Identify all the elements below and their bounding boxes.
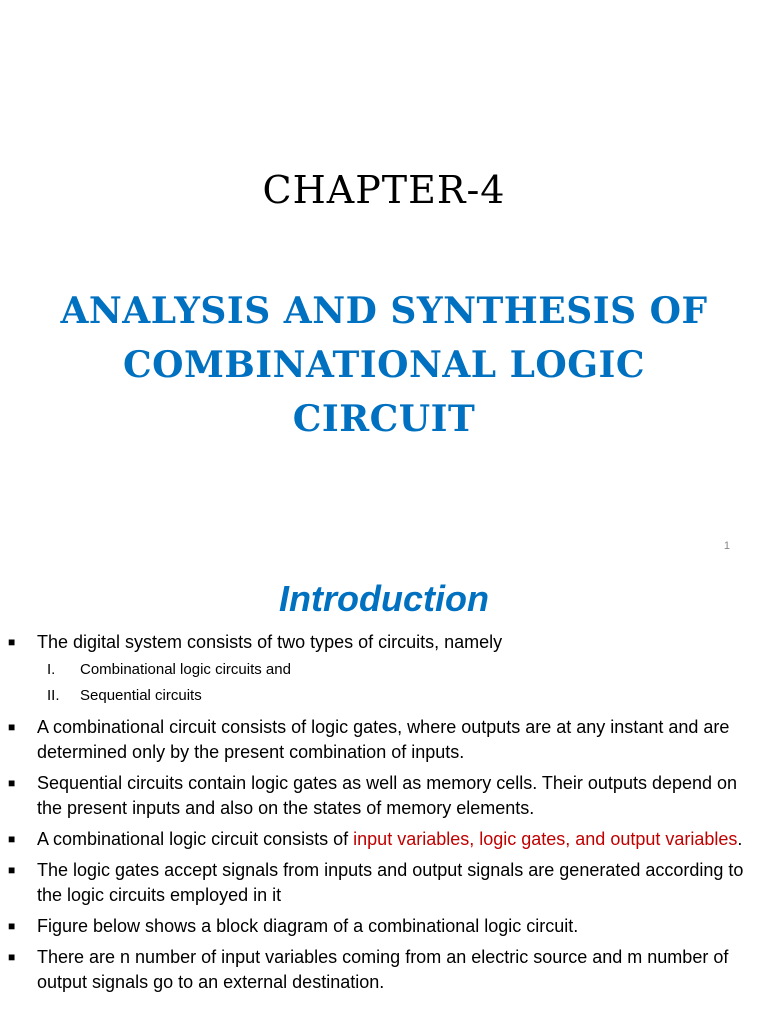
bullet-text: Sequential circuits contain logic gates as well as memory cells. Their outputs depend on the present inputs and also on the states of memory elements.: [37, 773, 738, 818]
subtitle-line-2: COMBINATIONAL LOGIC CIRCUIT: [122, 344, 646, 440]
bullet-text: The logic gates accept signals from inputs and output signals are generated according to the logic circuits employed in it: [37, 860, 744, 905]
bullet-text: The digital system consists of two types of circuits, namely: [37, 632, 503, 652]
bullet-marker: ■: [8, 635, 16, 649]
sub-list: [37, 657, 760, 709]
chapter-title: CHAPTER-4: [262, 168, 506, 212]
bullet-text: A combinational circuit consists of logic gates, where outputs are at any instant and are determined only by the present combination of inputs.: [37, 717, 730, 762]
bullet-item: [0, 914, 768, 939]
highlighted-text: input variables, logic gates, and output variables: [353, 829, 738, 849]
sub-item-number: I.: [47, 661, 56, 678]
bullet-item: [0, 715, 768, 765]
introduction-title: Introduction: [279, 578, 489, 619]
sub-item: [37, 683, 760, 709]
bullet-text-end: .: [737, 829, 743, 849]
slide-number: 1: [723, 540, 730, 552]
bullet-marker: ■: [8, 832, 16, 846]
bullet-marker: ■: [8, 720, 16, 734]
bullet-text: There are n number of input variables coming from an electric source and m number of output signals go to an external destination.: [37, 947, 729, 992]
sub-item-text: Combinational logic circuits and: [80, 661, 291, 678]
chapter-subtitle: [30, 284, 738, 446]
bullet-marker: ■: [8, 919, 16, 933]
subtitle-line-1: ANALYSIS AND SYNTHESIS OF: [60, 290, 708, 332]
introduction-slide: [0, 566, 768, 1024]
sub-item-text: Sequential circuits: [80, 687, 202, 704]
bullet-item: [0, 630, 768, 709]
sub-item: [37, 657, 760, 683]
bullet-item: [0, 858, 768, 908]
bullet-text: A combinational logic circuit consists of: [37, 829, 354, 849]
bullet-item: [0, 945, 768, 995]
bullet-item: [0, 771, 768, 821]
bullet-text: Figure below shows a block diagram of a combinational logic circuit.: [37, 916, 579, 936]
bullet-list: [0, 630, 768, 1001]
bullet-item: [0, 827, 768, 852]
sub-item-number: II.: [47, 687, 60, 704]
bullet-marker: ■: [8, 863, 16, 877]
bullet-marker: ■: [8, 950, 16, 964]
bullet-marker: ■: [8, 776, 16, 790]
